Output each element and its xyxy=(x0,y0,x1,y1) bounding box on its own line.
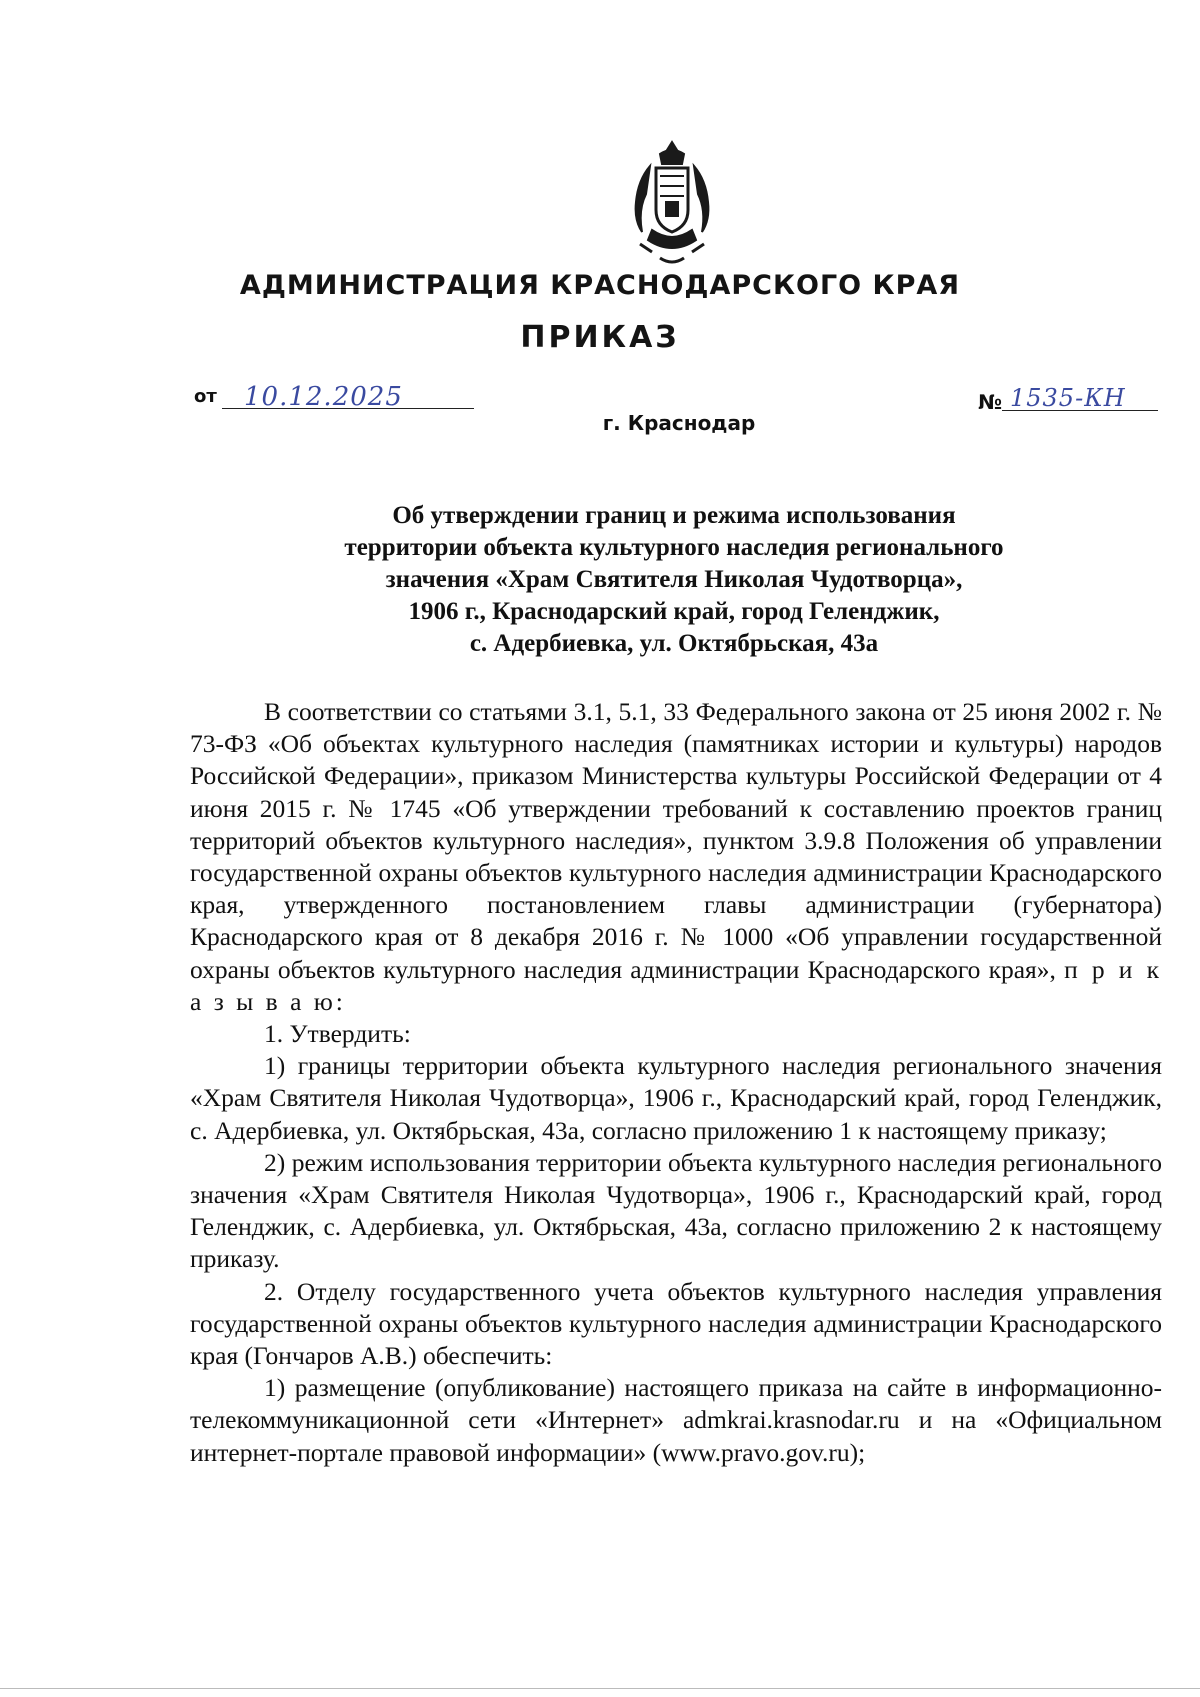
handwritten-date: 10.12.2025 xyxy=(244,382,403,412)
date-prefix: от xyxy=(194,386,217,407)
number-prefix: № xyxy=(978,390,1003,414)
organization-name: АДМИНИСТРАЦИЯ КРАСНОДАРСКОГО КРАЯ xyxy=(239,270,961,301)
document-title xyxy=(190,500,1158,660)
item-1: 1. Утвердить: xyxy=(264,1019,411,1049)
title-line: с. Адербиевка, ул. Октябрьская, 43а xyxy=(469,630,879,657)
preamble-paragraph xyxy=(190,696,1162,1018)
title-line: значения «Храм Святителя Николая Чудотворца», xyxy=(385,566,963,593)
item-2-1: 1) размещение (опубликование) настоящего приказа на сайте в информационно-телекоммуникационной сети «Интернет» admkrai.krasnodar.ru и на «Официальном интернет-портале правовой информации» (www.pravo.gov.ru); xyxy=(190,1373,1162,1467)
preamble-text: В соответствии со статьями 3.1, 5.1, 33 Федерального закона от 25 июня 2002 г. № 73-ФЗ «Об объектах культурного наследия (памятниках истории и культуры) народов Российской Федерации», приказом Министерства культуры Российской Федерации от 4 июня 2015 г. № 1745 «Об утверждении требований к составлению проектов границ территорий объектов культурного наследия», пунктом 3.9.8 Положения об управлении государственной охраны объектов культурного наследия администрации Краснодарского края, утвержденного постановлением главы администрации (губернатора) Краснодарского края от 8 декабря 2016 г. № 1000 «Об управлении государственной охраны объектов культурного наследия администрации Краснодарского края», xyxy=(190,697,1162,984)
document-body xyxy=(190,696,1162,1469)
city-label: г. Краснодар xyxy=(602,411,756,435)
title-line: территории объекта культурного наследия регионального xyxy=(344,534,1004,561)
document-type: ПРИКАЗ xyxy=(520,320,680,355)
title-line: 1906 г., Краснодарский край, город Геленджик, xyxy=(408,598,940,625)
title-line: Об утверждении границ и режима использования xyxy=(392,502,956,529)
item-1-1: 1) границы территории объекта культурного наследия регионального значения «Храм Святителя Николая Чудотворца», 1906 г., Краснодарский край, город Геленджик, с. Адербиевка, ул. Октябрьская, 43а, согласно приложению 1 к настоящему приказу; xyxy=(190,1051,1162,1145)
coat-of-arms-icon xyxy=(630,140,714,270)
preamble-action: п р и к а з ы в а ю: xyxy=(190,954,1163,1016)
item-1-2: 2) режим использования территории объекта культурного наследия регионального значения «Храм Святителя Николая Чудотворца», 1906 г., Краснодарский край, город Геленджик, с. Адербиевка, ул. Октябрьская, 43а, согласно приложению 2 к настоящему приказу. xyxy=(190,1147,1162,1274)
item-2: 2. Отделу государственного учета объектов культурного наследия управления государственной охраны объектов культурного наследия администрации Краснодарского края (Гончаров А.В.) обеспечить: xyxy=(190,1276,1162,1371)
handwritten-number: 1535-КН xyxy=(1010,384,1126,412)
page-bottom-rule xyxy=(0,1688,1200,1689)
